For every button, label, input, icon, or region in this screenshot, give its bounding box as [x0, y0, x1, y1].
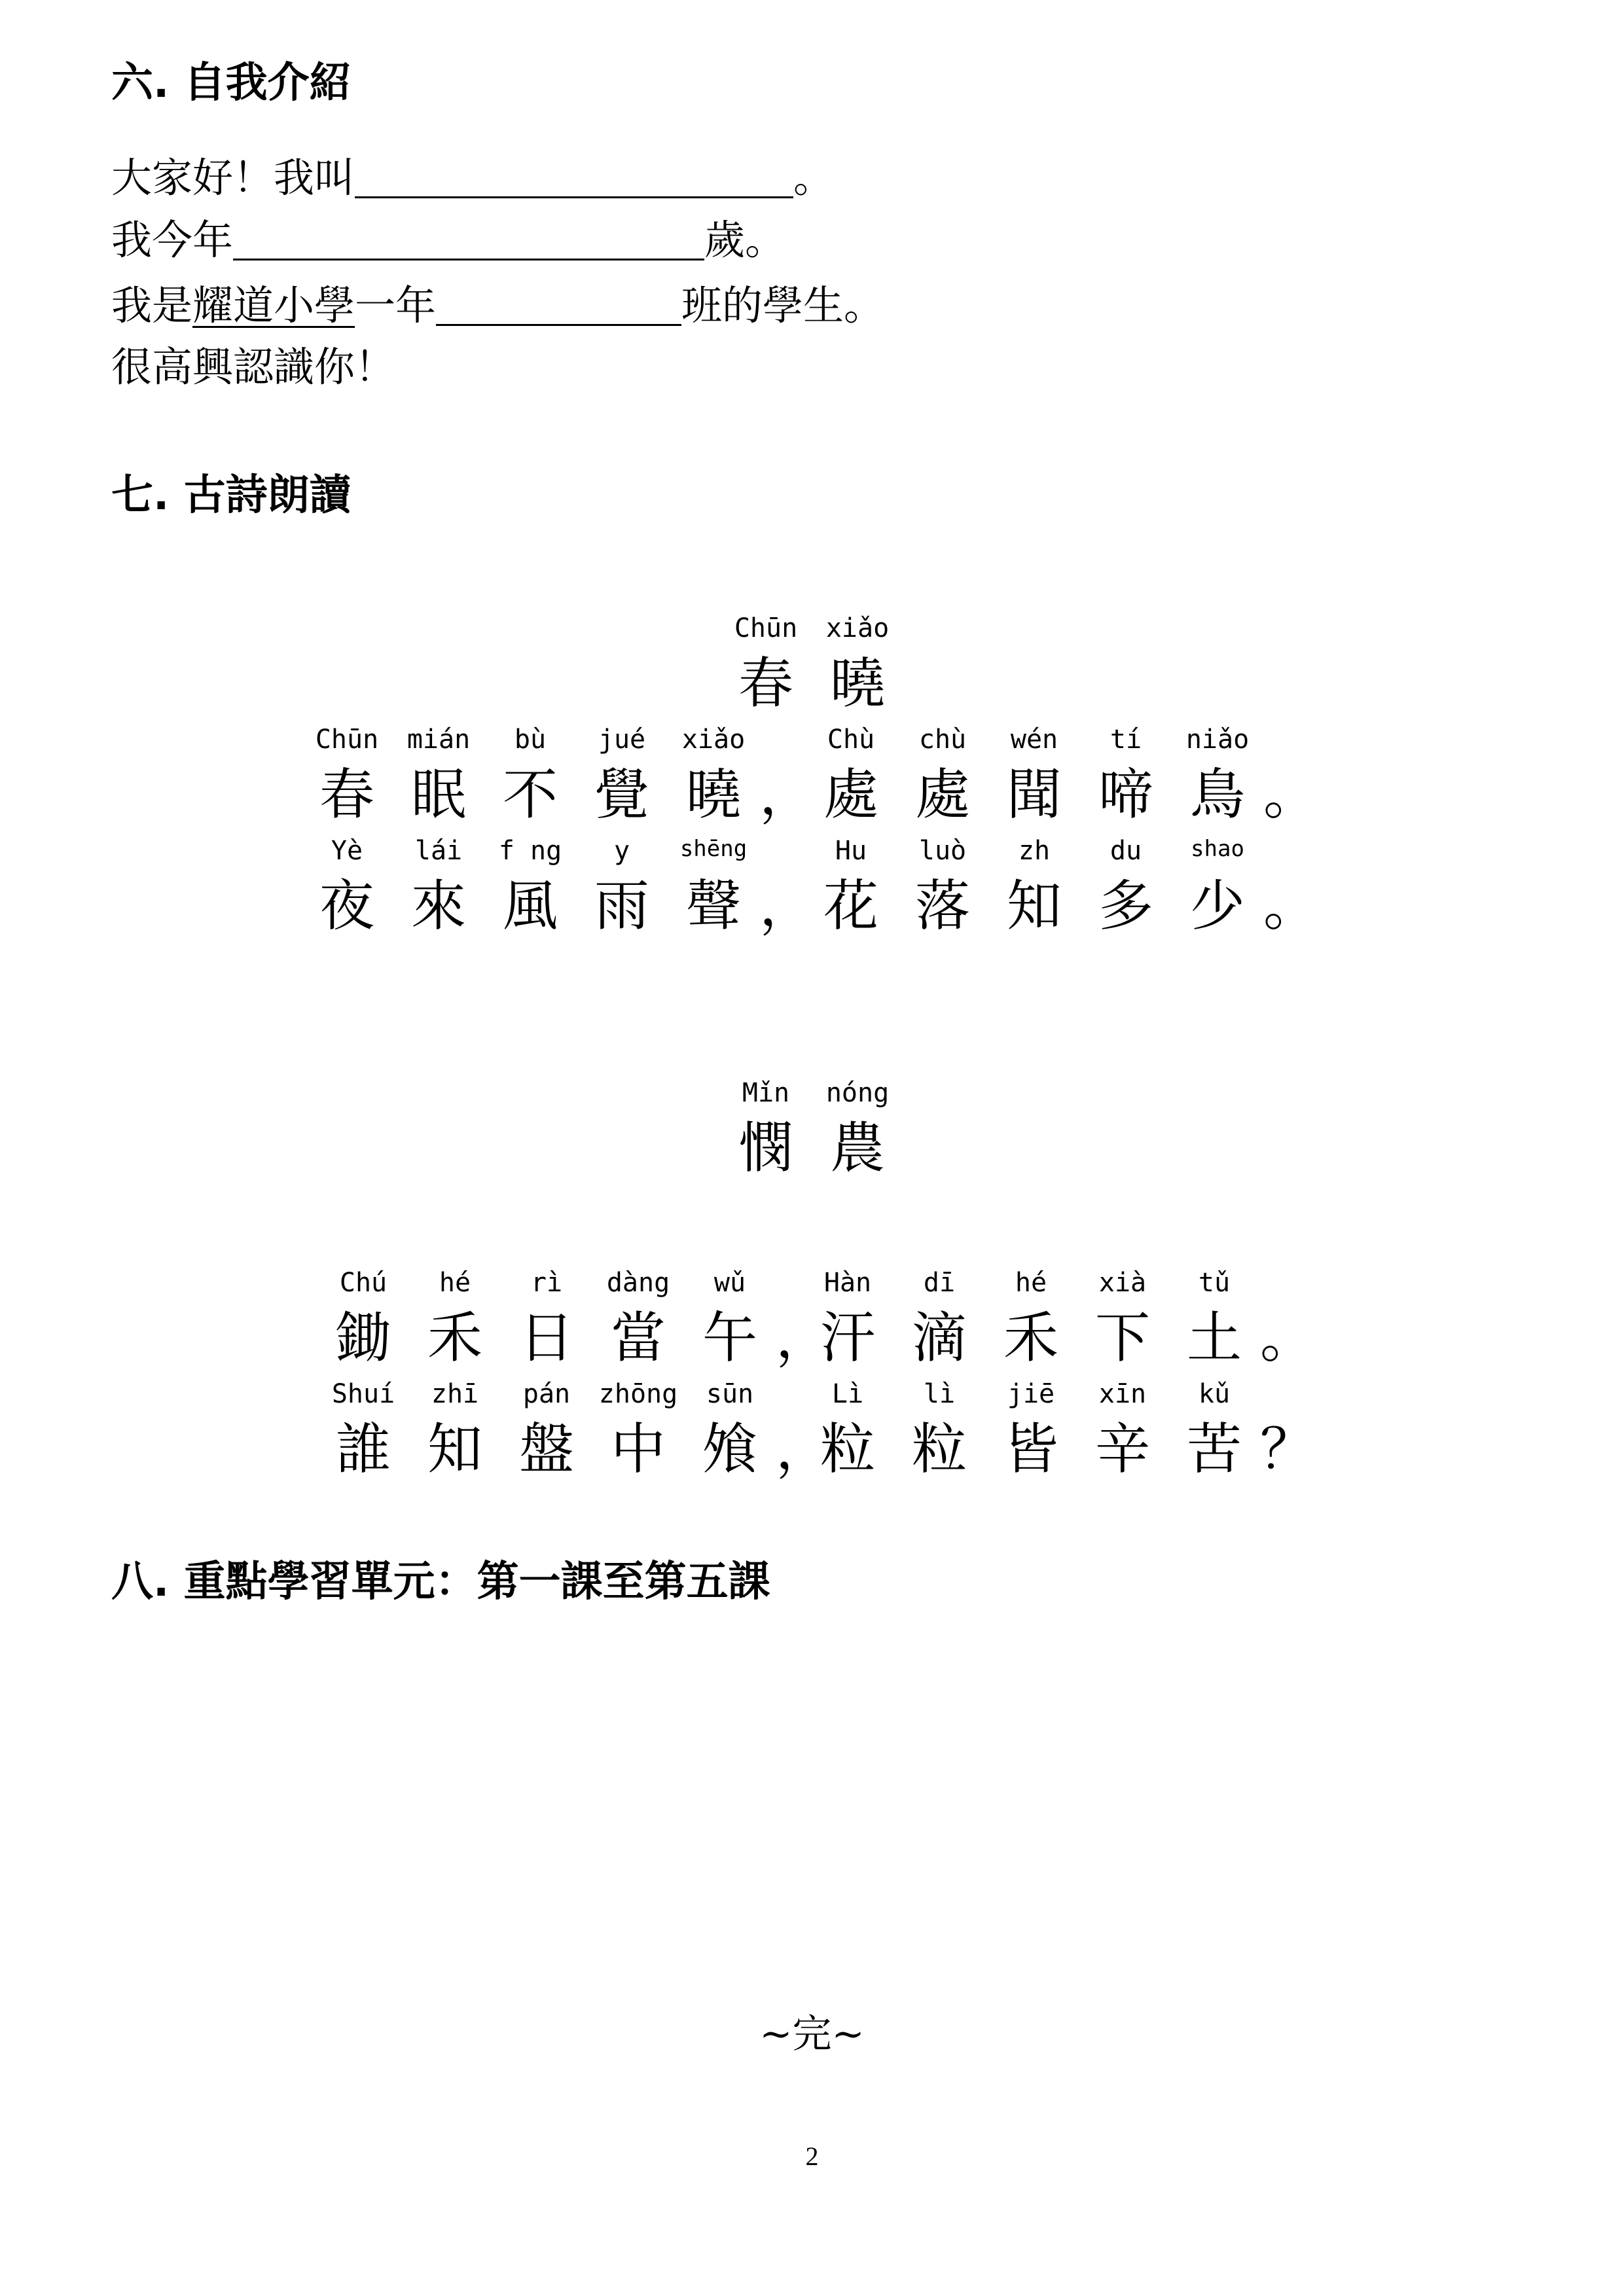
pinyin: hé: [439, 1268, 471, 1298]
intro-line-name: [111, 154, 835, 202]
school-name: 耀道小學: [192, 281, 355, 329]
intro-line-age: [111, 216, 786, 264]
pinyin: xīn: [1098, 1379, 1147, 1409]
pinyin: zh: [1018, 836, 1051, 866]
punctuation: 。: [1263, 874, 1319, 938]
pinyin: shēng: [679, 836, 748, 862]
hanzi: 來: [410, 874, 466, 938]
hanzi: 多: [1098, 874, 1153, 938]
section8-heading: 八. 重點學習單元：第一課至第五課: [111, 1558, 770, 1606]
hanzi: 知: [427, 1417, 482, 1481]
hanzi: 少: [1189, 874, 1245, 938]
intro-class-suffix: 班的學生。: [681, 281, 885, 329]
hanzi: 當: [610, 1306, 666, 1370]
intro-class-mid: 一年: [355, 281, 437, 329]
punctuation: 。: [1260, 1306, 1316, 1370]
pinyin: Chūn: [734, 613, 798, 643]
pinyin: Hàn: [823, 1268, 872, 1298]
punctuation: ？: [1260, 1417, 1316, 1481]
poem2-line2: [317, 1379, 1316, 1481]
hanzi: 皆: [1003, 1417, 1058, 1481]
hanzi: 落: [914, 874, 970, 938]
pinyin: rì: [530, 1268, 563, 1298]
pinyin: pán: [522, 1379, 571, 1409]
pinyin: zhōng: [598, 1379, 678, 1409]
intro-age-prefix: 我今年: [111, 216, 234, 264]
poem2-title: [720, 1078, 903, 1180]
pinyin: Mǐn: [742, 1078, 790, 1108]
pinyin: mián: [406, 725, 471, 755]
hanzi: 聲: [685, 874, 741, 938]
pinyin: tí: [1110, 725, 1142, 755]
pinyin: bù: [514, 725, 547, 755]
pinyin: xià: [1098, 1268, 1147, 1298]
intro-class-prefix: 我是: [111, 281, 193, 329]
hanzi: 覺: [594, 762, 649, 827]
hanzi: 鳥: [1189, 762, 1245, 827]
section6-heading: 六. 自我介紹: [111, 59, 352, 107]
hanzi: 夜: [319, 874, 374, 938]
hanzi: 苦: [1186, 1417, 1242, 1481]
pinyin: luò: [918, 836, 967, 866]
hanzi: 粒: [820, 1417, 875, 1481]
pinyin: Lì: [831, 1379, 864, 1409]
pinyin: nóng: [825, 1078, 890, 1108]
pinyin: xiǎo: [681, 725, 746, 755]
age-blank[interactable]: [233, 219, 704, 260]
hanzi: 雨: [594, 874, 649, 938]
hanzi: 中: [610, 1417, 666, 1481]
hanzi: 曉: [685, 762, 741, 827]
punctuation: ，: [776, 1417, 831, 1481]
hanzi: 春: [738, 651, 793, 715]
hanzi: 憫: [738, 1116, 793, 1180]
hanzi: 花: [823, 874, 878, 938]
poem1-line2: [301, 836, 1319, 938]
pinyin: Chú: [339, 1268, 388, 1298]
intro-line-class: [111, 281, 885, 329]
hanzi: 知: [1006, 874, 1062, 938]
pinyin: hé: [1015, 1268, 1047, 1298]
pinyin: du: [1110, 836, 1142, 866]
hanzi: 鋤: [335, 1306, 391, 1370]
pinyin: wǔ: [713, 1268, 746, 1298]
pinyin: f ng: [498, 836, 562, 866]
section7-heading: 七. 古詩朗讀: [111, 471, 352, 520]
hanzi: 風: [502, 874, 558, 938]
pinyin: dàng: [606, 1268, 670, 1298]
hanzi: 春: [319, 762, 374, 827]
intro-name-suffix: 。: [793, 154, 835, 202]
pinyin: Chūn: [315, 725, 379, 755]
hanzi: 日: [518, 1306, 574, 1370]
punctuation: ，: [759, 762, 815, 827]
pinyin: jiē: [1007, 1379, 1055, 1409]
pinyin: wén: [1010, 725, 1058, 755]
pinyin: kǔ: [1198, 1379, 1231, 1409]
pinyin: y: [613, 836, 630, 866]
intro-line-greeting: 很高興認識你！: [111, 343, 396, 391]
poem2-line1: [317, 1268, 1316, 1370]
hanzi: 下: [1094, 1306, 1150, 1370]
poem1-title: [720, 613, 903, 715]
pinyin: chù: [918, 725, 967, 755]
hanzi: 土: [1186, 1306, 1242, 1370]
pinyin: dī: [923, 1268, 956, 1298]
class-blank[interactable]: [436, 285, 681, 326]
hanzi: 禾: [1003, 1306, 1058, 1370]
hanzi: 處: [823, 762, 878, 827]
pinyin: Yè: [331, 836, 363, 866]
hanzi: 汗: [820, 1306, 875, 1370]
punctuation: 。: [1263, 762, 1319, 827]
hanzi: 啼: [1098, 762, 1153, 827]
poem1-line1: [301, 725, 1319, 827]
hanzi: 眠: [410, 762, 466, 827]
pinyin: Shuí: [331, 1379, 395, 1409]
end-mark: ~完~: [759, 2011, 865, 2057]
hanzi: 盤: [518, 1417, 574, 1481]
hanzi: 曉: [829, 651, 885, 715]
hanzi: 處: [914, 762, 970, 827]
hanzi: 不: [502, 762, 558, 827]
pinyin: Hu: [835, 836, 867, 866]
hanzi: 禾: [427, 1306, 482, 1370]
hanzi: 午: [702, 1306, 757, 1370]
hanzi: 粒: [911, 1417, 967, 1481]
pinyin: xiǎo: [825, 613, 890, 643]
poem2-title-char: [720, 1078, 812, 1180]
pinyin: jué: [598, 725, 646, 755]
page-number: 2: [805, 2142, 819, 2171]
pinyin: zhī: [431, 1379, 479, 1409]
hanzi: 辛: [1094, 1417, 1150, 1481]
hanzi: 農: [829, 1116, 885, 1180]
pinyin: niǎo: [1185, 725, 1250, 755]
pinyin: tǔ: [1198, 1268, 1231, 1298]
pinyin: shao: [1191, 836, 1244, 862]
hanzi: 誰: [335, 1417, 391, 1481]
pinyin: lì: [923, 1379, 956, 1409]
poem1-title-char: [812, 613, 903, 715]
hanzi: 滴: [911, 1306, 967, 1370]
pinyin: lái: [414, 836, 463, 866]
name-blank[interactable]: [355, 157, 793, 198]
poem1-title-char: [720, 613, 812, 715]
pinyin: sūn: [706, 1379, 754, 1409]
hanzi: 聞: [1006, 762, 1062, 827]
poem2-title-char: [812, 1078, 903, 1180]
pinyin: Chù: [827, 725, 875, 755]
intro-age-suffix: 歲。: [704, 216, 786, 264]
hanzi: 飧: [702, 1417, 757, 1481]
punctuation: ，: [759, 874, 815, 938]
intro-name-prefix: 大家好！我叫: [111, 154, 355, 202]
punctuation: ，: [776, 1306, 831, 1370]
